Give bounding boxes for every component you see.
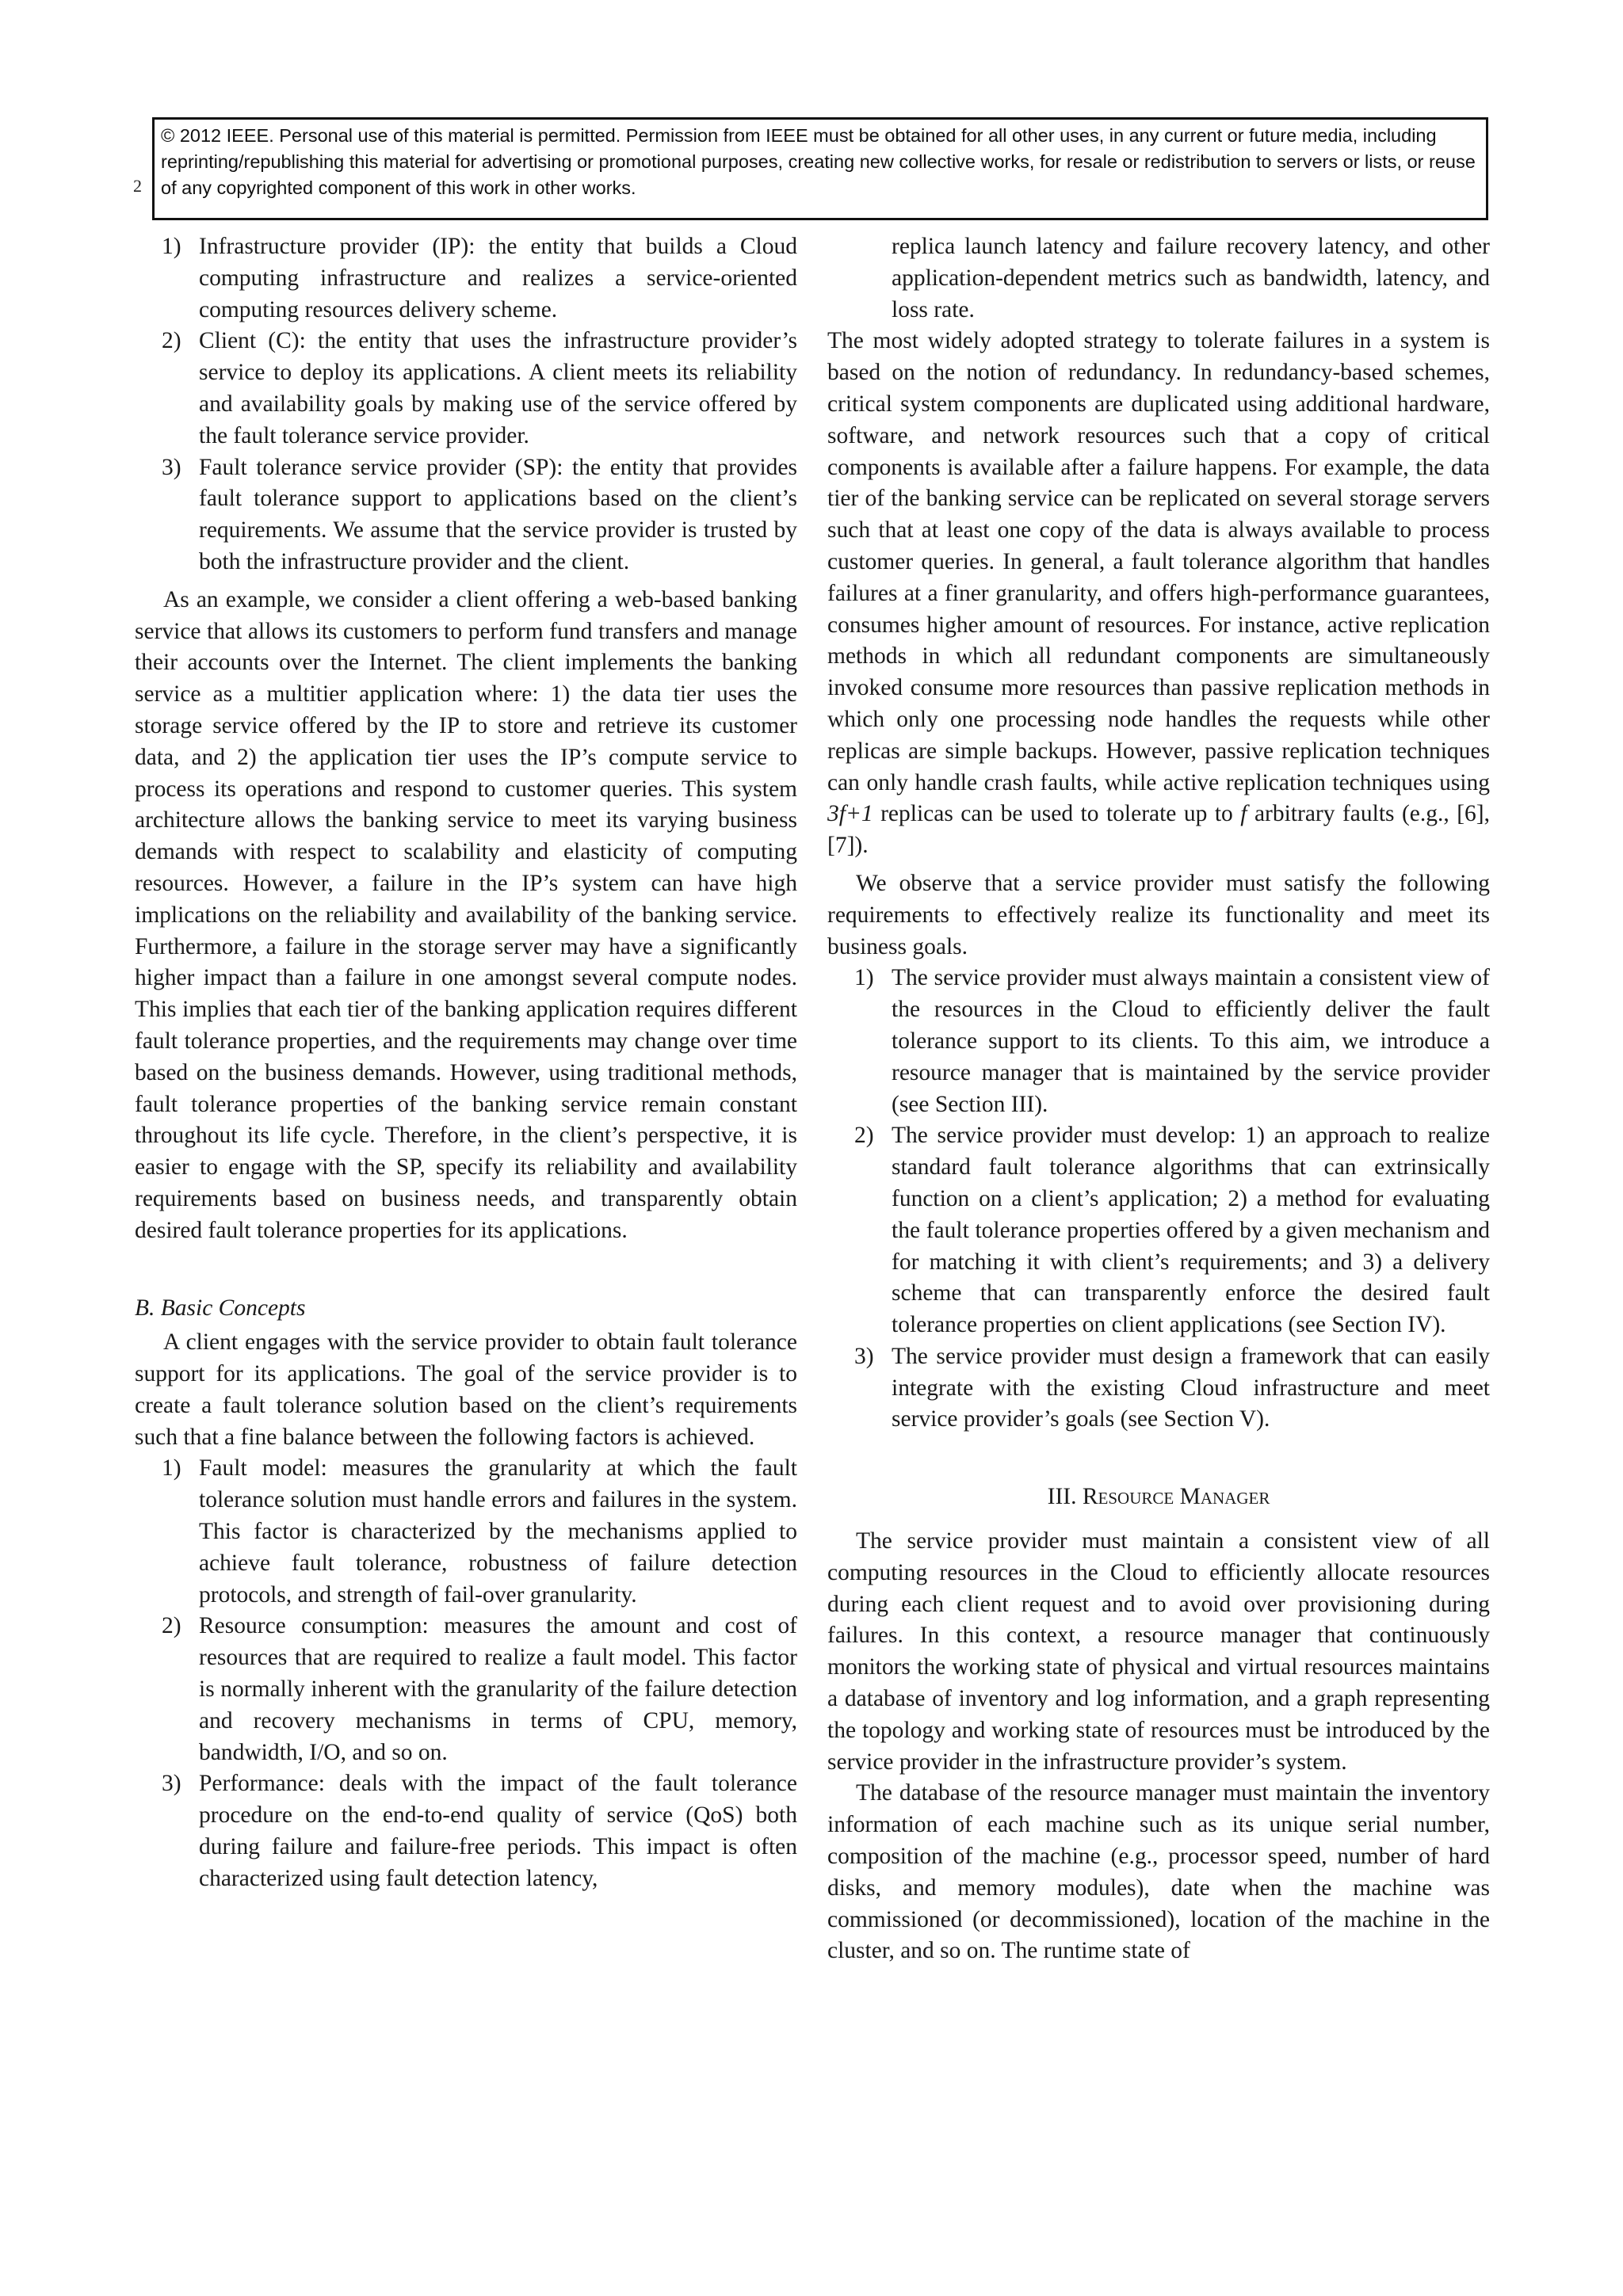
list-item	[827, 963, 1490, 1120]
paragraph-text: arbitrary faults (e.g., [6], [7]).	[827, 801, 1491, 859]
factor-list	[135, 1453, 797, 1894]
copyright-notice: © 2012 IEEE. Personal use of this material is permitted. Permission from IEEE must be obtained for all other uses, in any current or future media, including reprinting/republishing this material for advertising or promotional purposes, creating new collective works, for resale or redistribution to servers or lists, or reuse of any copyrighted component of this work in other works.	[152, 117, 1488, 220]
list-number: 3)	[162, 454, 181, 480]
list-text: Performance: deals with the impact of the fault tolerance procedure on the end-to-end quality of service (QoS) both during failure and failure-free periods. This impact is often characterized using fault detection latency,	[199, 1771, 797, 1891]
list-item	[827, 1120, 1490, 1341]
example-paragraph: As an example, we consider a client offering a web-based banking service that allows its customers to perform fund transfers and manage their accounts over the Internet. The client implements the banking service as a multitier application where: 1) the data tier uses the storage service offered by the IP to store and retrieve its customer data, and 2) the application tier uses the IP’s compute service to process its operations and respond to customer queries. This system architecture allows the banking service to meet its varying business demands with respect to scalability and elasticity of computing resources. However, a failure in the IP’s system can have high implications on the reliability and availability of the banking service. Furthermore, a failure in the storage server may have a significantly higher impact than a failure in one amongst several compute nodes. This implies that each tier of the banking application requires different fault tolerance properties, and the requirements may change over time based on the business demands. However, using traditional methods, fault tolerance properties of the banking service remain constant throughout its life cycle. Therefore, in the client’s perspective, it is easier to engage with the SP, specify its reliability and availability requirements based on business needs, and transparently obtain desired fault tolerance properties for its applications.	[135, 586, 797, 1243]
basic-concepts-paragraph: A client engages with the service provider to obtain fault tolerance support for its applications. The goal of the service provider is to create a fault tolerance solution based on the client’s requirements such that a fine balance between the following factors is achieved.	[135, 1329, 797, 1450]
list-item	[135, 1611, 797, 1768]
paragraph-text: The most widely adopted strategy to tolerate failures in a system is based on the notion of redundancy. In redundancy-based schemes, critical system components are duplicated using additional hardware, software, and network resources such that a copy of critical components is available after a failure happens. For example, the data tier of the banking service can be replicated on several storage servers such that at least one copy of the data is always available to process customer queries. In general, a fault tolerance algorithm that handles failures at a finer granularity, and offers high-performance guarantees, consumes higher amount of resources. For instance, active replication methods in which all redundant components are simultaneously invoked consume more resources than passive replication methods in which only one processing node handles the requests while other replicas are simple backups. However, passive replication techniques can only handle crash faults, while active replication techniques using	[827, 328, 1490, 795]
list-item	[135, 1768, 797, 1894]
page-number: 2	[133, 176, 142, 196]
left-column	[135, 231, 797, 1895]
list-text: The service provider must design a framework that can easily integrate with the existing Cloud infrastructure and meet service provider’s goals (see Section V).	[892, 1343, 1490, 1432]
list-text: replica launch latency and failure recovery latency, and other application-dependent metrics such as bandwidth, latency, and loss rate.	[892, 234, 1490, 322]
list-number: 1)	[162, 234, 181, 259]
list-number: 2)	[854, 1123, 874, 1149]
list-item	[135, 1453, 797, 1611]
list-number: 1)	[162, 1455, 181, 1482]
resource-manager-paragraph-1: The service provider must maintain a consistent view of all computing resources in the Cloud to efficiently allocate resources during each client request and to avoid over provisioning during failures. In this context, a resource manager that continuously monitors the working state of physical and virtual resources maintains a database of inventory and log information, and a graph representing the topology and working state of resources must be introduced by the service provider in the infrastructure provider’s system.	[827, 1528, 1490, 1775]
requirement-list	[827, 963, 1490, 1436]
list-number: 3)	[854, 1343, 874, 1369]
list-number: 1)	[854, 965, 874, 991]
list-text: Client (C): the entity that uses the infrastructure provider’s service to deploy its applications. A client meets its reliability and availability goals by making use of the service offered by the fault tolerance service provider.	[199, 328, 797, 448]
list-number: 2)	[162, 328, 181, 354]
resource-manager-paragraph-2: The database of the resource manager must maintain the inventory information of each machine such as its unique serial number, composition of the machine (e.g., processor speed, number of hard disks, and memory modules), date when the machine was commissioned (or decommissioned), location of the machine in the cluster, and so on. The runtime state of	[827, 1780, 1490, 1964]
redundancy-paragraph	[827, 326, 1490, 862]
observe-paragraph: We observe that a service provider must satisfy the following requirements to effectively realize its functionality and meet its business goals.	[827, 870, 1490, 959]
list-item	[135, 452, 797, 578]
entity-list	[135, 231, 797, 578]
list-text: Fault model: measures the granularity at which the fault tolerance solution must handle errors and failures in the system. This factor is characterized by the mechanisms applied to achieve fault tolerance, robustness of failure detection protocols, and strength of fail-over granularity.	[199, 1455, 797, 1608]
paragraph-text: replicas can be used to tolerate up to	[873, 801, 1241, 827]
list-item	[135, 326, 797, 452]
right-column	[827, 231, 1490, 1967]
list-item	[827, 1341, 1490, 1436]
list-item-continuation	[827, 231, 1490, 326]
list-number: 3)	[162, 1771, 181, 1797]
formula-f: f	[1240, 801, 1247, 827]
continuation-list	[827, 231, 1490, 326]
list-text: Infrastructure provider (IP): the entity that builds a Cloud computing infrastructure and realizes a service-oriented computing resources delivery scheme.	[199, 234, 797, 322]
section-heading: III. Resource Manager	[1047, 1484, 1270, 1510]
list-text: The service provider must develop: 1) an approach to realize standard fault tolerance algorithms that can extrinsically function on a client’s application; 2) a method for evaluating the fault tolerance properties offered by a given mechanism and for matching it with client’s requirements; and 3) a delivery scheme that can transparently enforce the desired fault tolerance properties on client applications (see Section IV).	[892, 1123, 1490, 1338]
list-number: 2)	[162, 1613, 181, 1639]
list-text: Fault tolerance service provider (SP): the entity that provides fault tolerance support to applications based on the client’s requirements. We assume that the service provider is trusted by both the infrastructure provider and the client.	[199, 454, 797, 574]
list-text: Resource consumption: measures the amount and cost of resources that are required to realize a fault model. This factor is normally inherent with the granularity of the failure detection and recovery mechanisms in terms of CPU, memory, bandwidth, I/O, and so on.	[199, 1613, 797, 1765]
list-text: The service provider must always maintain a consistent view of the resources in the Cloud to efficiently deliver the fault tolerance support to its clients. To this aim, we introduce a resource manager that is maintained by the service provider (see Section III).	[892, 965, 1490, 1117]
subsection-heading: B. Basic Concepts	[135, 1295, 306, 1321]
list-item	[135, 231, 797, 326]
formula-3f1: 3f+1	[827, 801, 873, 827]
